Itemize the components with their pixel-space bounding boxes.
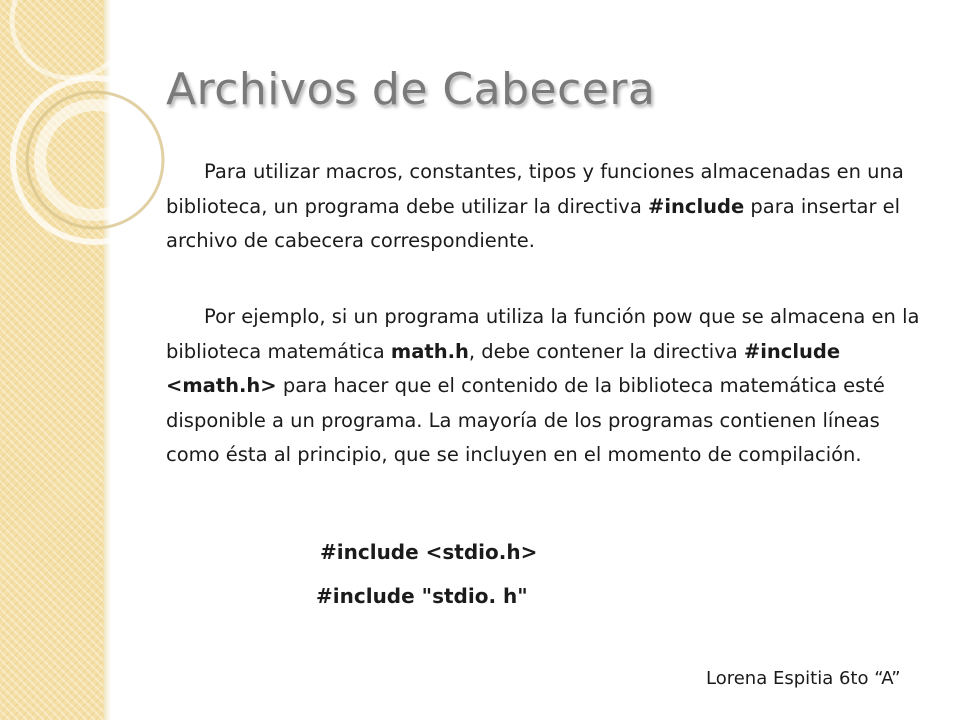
deco-top-ring — [12, 0, 128, 78]
para1-text-before: Para utilizar macros, constantes, tipos y funciones almacenadas en una biblioteca, un programa debe utilizar la directiva — [166, 160, 904, 218]
paragraph-example — [166, 300, 926, 473]
author-footer: Lorena Espitia 6to “A” — [706, 668, 901, 689]
para2-bold-include-math: #include <math.h> — [166, 339, 841, 397]
para2-text-1: Por ejemplo, si un programa utiliza la función pow que se almacena en la biblioteca matemática — [166, 305, 920, 363]
code-line-angle-include: #include <stdio.h> — [320, 540, 538, 564]
paragraph-include-intro — [166, 155, 926, 259]
para1-text-after: para insertar el archivo de cabecera correspondiente. — [166, 194, 901, 252]
para2-text-3: para hacer que el contenido de la biblioteca matemática esté disponible a un programa. La mayoría de los programas contienen líneas como ésta al principio, que se incluyen en el momento de compilación. — [166, 374, 885, 466]
para2-text-2: , debe contener la directiva — [468, 339, 744, 363]
slide-title: Archivos de Cabecera — [166, 64, 656, 115]
deco-middle-ring — [27, 92, 163, 228]
code-line-quote-include: #include "stdio. h" — [316, 584, 528, 608]
para2-bold-math: math.h — [390, 339, 469, 363]
deco-inner-ring — [40, 105, 150, 215]
para1-bold-directive: #include — [647, 194, 745, 218]
